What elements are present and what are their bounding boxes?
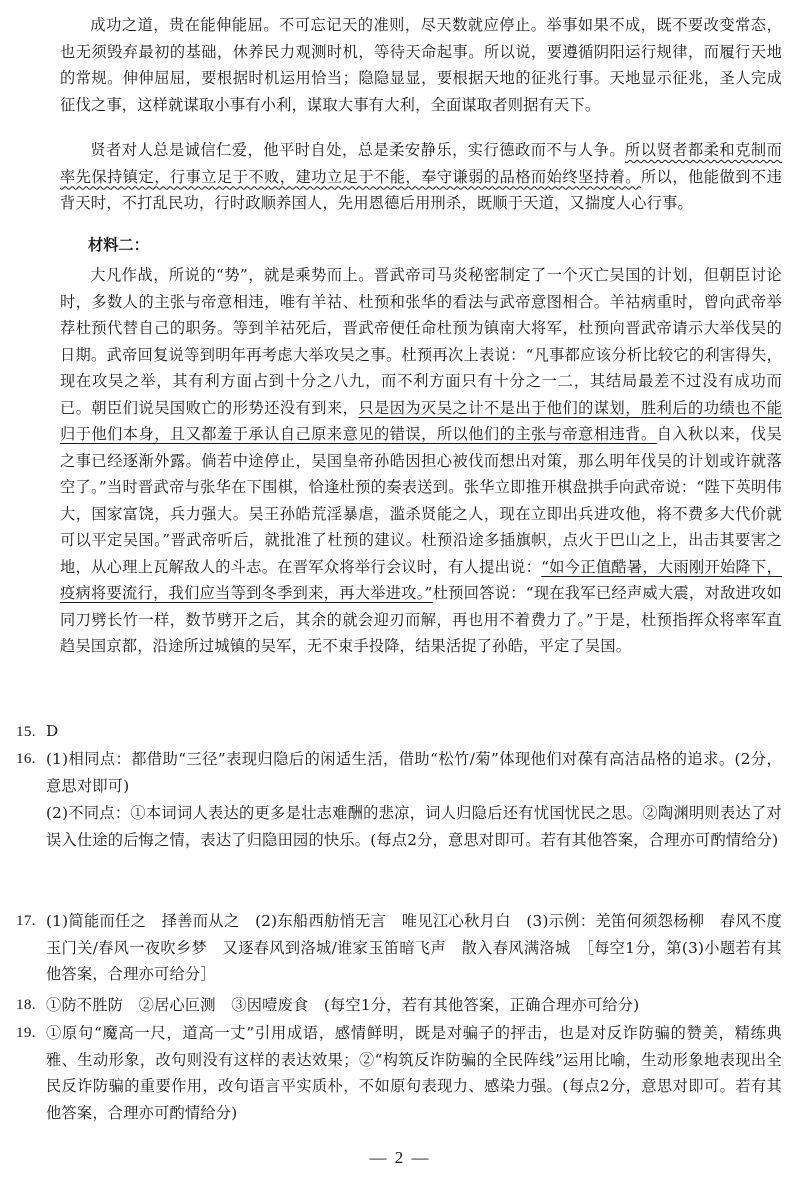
- answer-16-part-2: [16, 800, 782, 853]
- paragraph-3-text-mid: 自入秋以来，伐吴之事已经逐渐外露。倘若中途停止，吴国皇帝孙皓因担心被伐而想出对策，那么明年伐吴的计划或许就落空了。”当时晋武帝与张华在下围棋，恰逢杜预的奏表送到。张华立即推开棋盘拱手向武帝说：“陛下英明伟大，国家富饶，兵力强大。吴王孙皓荒淫暴虐，滥杀贤能之人，现在立即出兵进攻他，将不费多大代价就可以平定吴国。”晋武帝听后，就批准了杜预的建议。杜预沿途多插旗帜，点火于巴山之上，出击其要害之地，从心理上瓦解敌人的斗志。在晋军众将举行会议时，有人提出说：: [60, 425, 783, 576]
- answer-15: [16, 718, 782, 746]
- paragraph-1-text: 成功之道，贵在能伸能屈。不可忘记天的准则，尽天数就应停止。举事如果不成，既不要改变常态，也无须毁弃最初的基础，休养民力观测时机，等待天命起事。所以说，要遵循阴阳运行规律，而履行天地的常规。伸伸屈屈，要根据时机运用恰当；隐隐显显，要根据天地的征兆行事。天地显示征兆，圣人完成征伐之事，这样就谋取小事有小利，谋取大事有大利，全面谋取者则据有天下。: [60, 16, 782, 114]
- answer-19: [16, 1020, 782, 1126]
- paragraph-2-text: 贤者对人总是诚信仁爱，他平时自处，总是柔安静乐，实行德政而不与人争。: [90, 141, 626, 159]
- answer-19-text: ①原句“魔高一尺，道高一丈”引用成语，感情鲜明，既是对骗子的抨击，也是对反诈防骗的赞美，精练典雅、生动形象，改句则没有这样的表达效果；②“构筑反诈防骗的全民阵线”运用比喻，生动形象地表现出全民反诈防骗的重要作用，改句语言平实质朴，不如原句表现力、感染力强。(每点2分，意思对即可。若有其他答案，合理亦可酌情给分): [46, 1024, 782, 1122]
- paragraph-3-underline-2: “如今正值酷暑，大雨刚开始降下，疫病将要流行，我们应当等到冬季到来，再大举进攻。”: [60, 557, 783, 602]
- paragraph-2-text-end: 所以，他能做到不违背天时，不打乱民功，行时政顺养国人，先用恩德后用刑杀，既顺于天道，又揣度人心行事。: [60, 167, 783, 212]
- answer-16: [16, 746, 782, 799]
- paragraph-3-text: 大凡作战，所说的“势”，就是乘势而上。晋武帝司马炎秘密制定了一个灭亡吴国的计划，但朝臣讨论时，多数人的主张与帝意相违，唯有羊祜、杜预和张华的看法与武帝意图相合。羊祜病重时，曾向武帝举荐杜预代替自己的职务。等到羊祜死后，晋武帝便任命杜预为镇南大将军，杜预向晋武帝请示大举伐吴的日期。武帝回复说等到明年再考虑大举攻吴之事。杜预再次上表说：“凡事都应该分析比较它的利害得失，现在攻吴之举，其有利方面占到十分之八九，而不利方面只有十分之一二，其结局最差不过没有成功而已。朝臣们说吴国败亡的形势还没有到来，: [60, 266, 782, 417]
- answer-16-text: (1)相同点：都借助“三径”表现归隐后的闲适生活，借助“松竹/菊”体现他们对葆有高洁品格的追求。(2分，意思对即可): [46, 750, 782, 795]
- answer-17-text: (1)简能而任之 择善而从之 (2)东船西舫悄无言 唯见江心秋月白 (3)示例：羌笛何须怨杨柳 春风不度玉门关/春风一夜吹乡梦 又逐春风到洛城/谁家玉笛暗飞声 散入春风满洛城 ［每空1分，第(3)小题若有其他答案，合理亦可给分］: [46, 912, 782, 983]
- material-2-heading: 材料二：: [88, 236, 149, 254]
- answer-17-number: 17.: [16, 912, 36, 929]
- paragraph-2-wavy-underline: 所以贤者都柔和克制而率先保持镇定，行事立足于不败，建功立足于不能，奉守谦弱的品格而始终坚持着。: [60, 141, 783, 186]
- answer-15-number: 15.: [16, 723, 36, 740]
- answer-18-number: 18.: [16, 996, 36, 1013]
- answer-19-number: 19.: [16, 1024, 36, 1041]
- paragraph-3: [60, 262, 782, 660]
- answer-18: [16, 992, 782, 1019]
- paragraph-3-text-end: 杜预回答说：“现在我军已经声威大震，对敌进攻如同刀劈长竹一样，数节劈开之后，其余的就会迎刃而解，再也用不着费力了。”于是，杜预指挥众将率军直趋吴国京都，沿途所过城镇的吴军，无不束手投降，结果活捉了孙皓，平定了吴国。: [60, 584, 782, 655]
- paragraph-3-underline: 只是因为灭吴之计不是出于他们的谋划，胜利后的功绩也不能归于他们本身，且又都羞于承认自己原来意见的错误，所以他们的主张与帝意相违背。: [60, 398, 783, 443]
- answer-17: [16, 908, 782, 988]
- answer-15-text: D: [46, 722, 59, 740]
- paragraph-1: [60, 12, 782, 118]
- paragraph-2: [60, 137, 782, 217]
- answer-18-text: ①防不胜防 ②居心叵测 ③因噎废食 (每空1分，若有其他答案，正确合理亦可给分): [46, 996, 640, 1014]
- answer-16-number: 16.: [16, 750, 36, 767]
- page-number: — 2 —: [369, 1148, 431, 1167]
- answer-16-part-2-text: (2)不同点：①本词词人表达的更多是壮志难酬的悲凉，词人归隐后还有忧国忧民之思。②陶渊明则表达了对误入仕途的后悔之情，表达了归隐田园的快乐。(每点2分，意思对即可。若有其他答案，合理亦可酌情给分): [46, 804, 782, 849]
